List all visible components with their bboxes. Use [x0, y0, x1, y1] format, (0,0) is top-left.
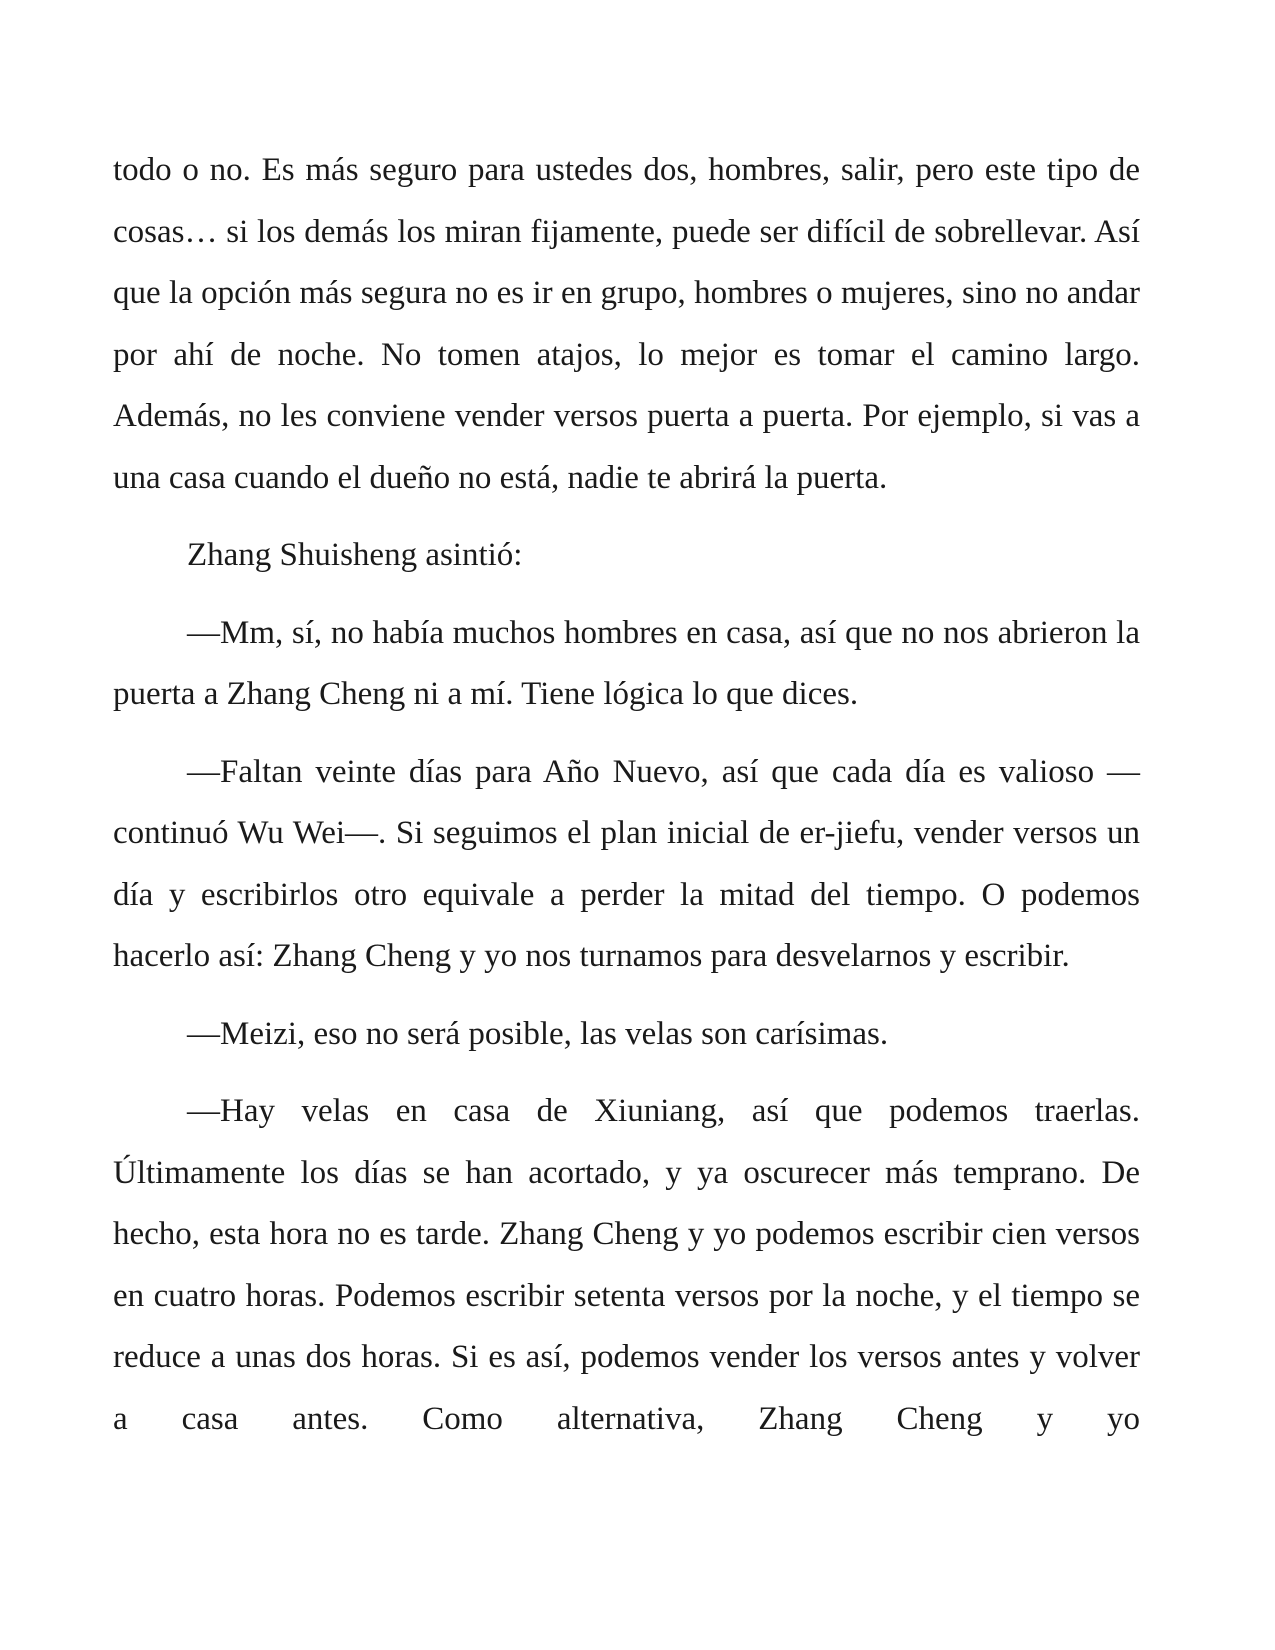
paragraph-dialogue: —Hay velas en casa de Xiuniang, así que podemos traerlas. Últimamente los días se han acortado, y ya oscurecer más temprano. De hecho, esta hora no es tarde. Zhang Cheng y yo podemos escribir cien versos en cuatro horas. Podemos escribir setenta versos por la noche, y el tiempo se reduce a unas dos horas. Si es así, podemos vender los versos antes y volver a casa antes. Como alternativa, Zhang Cheng y yo [113, 1093, 1140, 1437]
body-text [113, 140, 1140, 1450]
paragraph-narration: Zhang Shuisheng asintió: [187, 537, 523, 573]
paragraph-continuation: todo o no. Es más seguro para ustedes dos, hombres, salir, pero este tipo de cosas… si los demás los miran fijamente, puede ser difícil de sobrellevar. Así que la opción más segura no es ir en grupo, hombres o mujeres, sino no andar por ahí de noche. No tomen atajos, lo mejor es tomar el camino largo. Además, no les conviene vender versos puerta a puerta. Por ejemplo, si vas a una casa cuando el dueño no está, nadie te abrirá la puerta. [113, 152, 1140, 496]
paragraph-dialogue: —Meizi, eso no será posible, las velas son carísimas. [187, 1015, 889, 1052]
paragraph-dialogue: —Mm, sí, no había muchos hombres en casa, así que no nos abrieron la puerta a Zhang Cheng ni a mí. Tiene lógica lo que dices. [113, 614, 1140, 712]
paragraph-dialogue: —Faltan veinte días para Año Nuevo, así que cada día es valioso —continuó Wu Wei—. Si seguimos el plan inicial de er-jiefu, vender versos un día y escribirlos otro equivale a perder la mitad del tiempo. O podemos hacerlo así: Zhang Cheng y yo nos turnamos para desvelarnos y escribir. [113, 753, 1140, 974]
